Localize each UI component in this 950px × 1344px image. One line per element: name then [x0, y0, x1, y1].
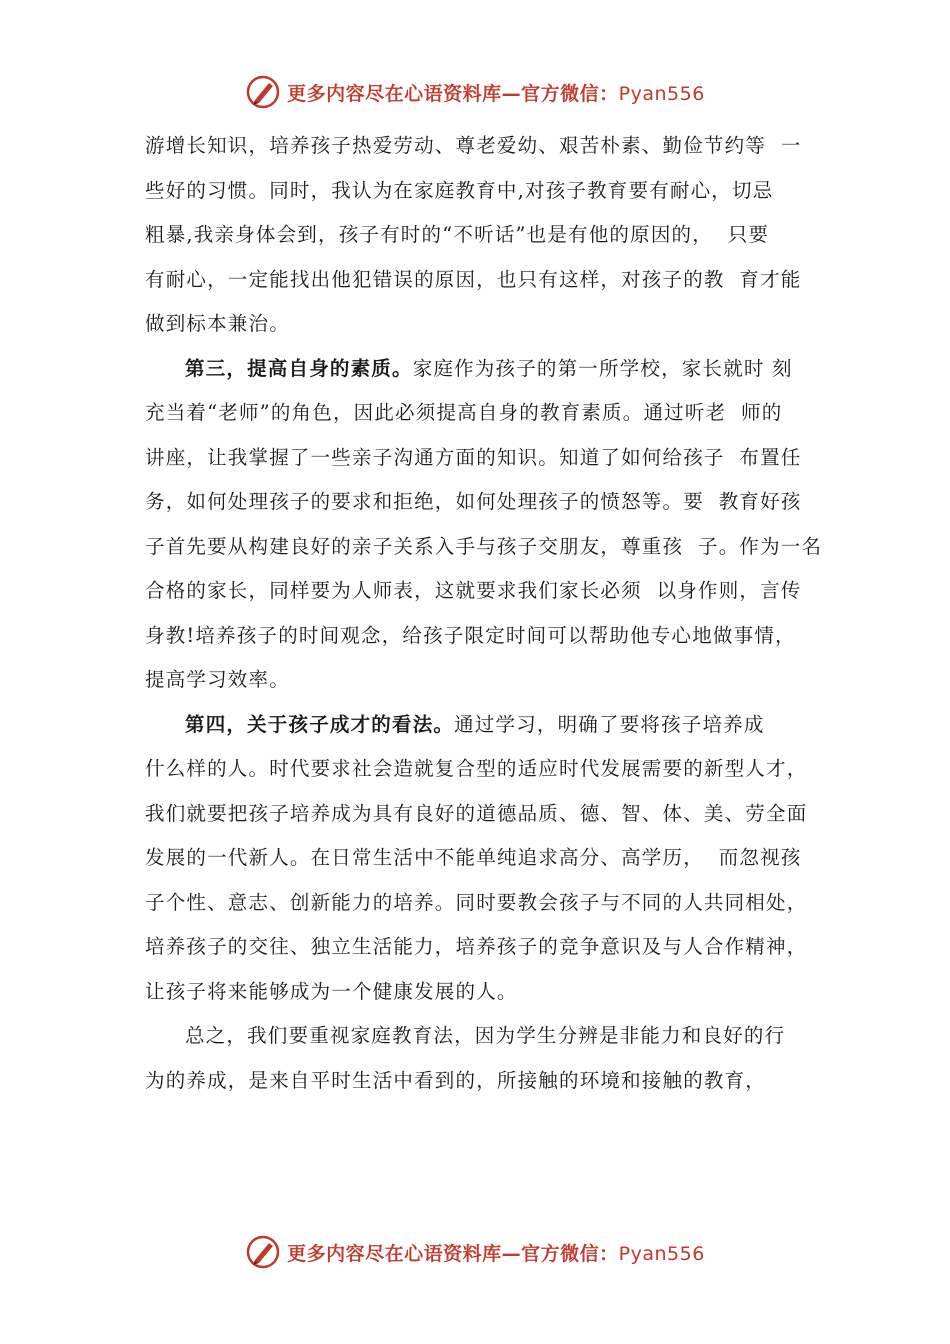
text-line: 为的养成，是来自平时生活中看到的，所接触的环境和接触的教育， — [145, 1068, 767, 1092]
footer-banner — [0, 1230, 950, 1274]
document-body — [145, 124, 823, 1103]
pen-logo-icon — [245, 1234, 281, 1270]
paragraph-first-line: 总之，我们要重视家庭教育法，因为学生分辨是非能力和良好的行 — [185, 1024, 786, 1047]
text-line: 有耐心，一定能找出他犯错误的原因，也只有这样，对孩子的教 育才能 — [145, 267, 802, 291]
text-span: 家庭作为孩子的第一所学校，家长就时 刻 — [412, 356, 793, 380]
text-span: 通过学习，明确了要将孩子培养成 — [454, 712, 765, 736]
section-heading: 第三，提高自身的素质。 — [185, 356, 413, 380]
text-line: 做到标本兼治。 — [145, 312, 290, 335]
banner-text: 更多内容尽在心语资料库—官方微信：Pyan556 — [287, 82, 705, 105]
wechat-id: Pyan556 — [618, 82, 705, 105]
text-line: 提高学习效率。 — [145, 668, 290, 691]
paragraph-first-line — [145, 703, 817, 748]
wechat-id: Pyan556 — [618, 1242, 705, 1265]
text-line: 什么样的人。时代要求社会造就复合型的适应时代发展需要的新型人才， — [145, 757, 808, 780]
banner-text: 更多内容尽在心语资料库—官方微信：Pyan556 — [287, 1242, 705, 1265]
text-line: 充当着“老师”的角色，因此必须提高自身的教育素质。通过听老 师的 — [145, 401, 783, 424]
section-heading: 第四，关于孩子成才的看法。 — [185, 712, 455, 736]
text-line: 子个性、意志、创新能力的培养。同时要教会孩子与不同的人共同相处， — [145, 890, 808, 914]
text-line: 合格的家长，同样要为人师表，这就要求我们家长必须 以身作则，言传 — [145, 579, 802, 602]
header-banner — [0, 70, 950, 114]
paragraph-first-line — [145, 347, 817, 392]
text-line: 讲座，让我掌握了一些亲子沟通方面的知识。知道了如何给孩子 布置任 — [145, 445, 802, 469]
text-line: 发展的一代新人。在日常生活中不能单纯追求高分、高学历， 而忽视孩 — [145, 846, 802, 869]
text-line: 子首先要从构建良好的亲子关系入手与孩子交朋友，尊重孩 子。作为一名 — [145, 534, 823, 558]
text-line: 让孩子将来能够成为一个健康发展的人。 — [145, 979, 518, 1003]
text-line: 务，如何处理孩子的要求和拒绝，如何处理孩子的愤怒等。要 教育好孩 — [145, 490, 802, 513]
text-line: 游增长知识，培养孩子热爱劳动、尊老爱幼、艰苦朴素、勤俭节约等 一 — [145, 134, 802, 157]
text-line: 些好的习惯。同时，我认为在家庭教育中,对孩子教育要有耐心，切忌 — [145, 178, 774, 202]
text-line: 培养孩子的交往、独立生活能力，培养孩子的竞争意识及与人合作精神， — [145, 935, 808, 958]
pen-logo-icon — [245, 74, 281, 110]
text-line: 我们就要把孩子培养成为具有良好的道德品质、德、智、体、美、劳全面 — [145, 801, 808, 825]
text-line: 粗暴,我亲身体会到，孩子有时的“不听话”也是有他的原因的， 只要 — [145, 223, 770, 246]
text-line: 身教!培养孩子的时间观念，给孩子限定时间可以帮助他专心地做事情， — [145, 623, 796, 647]
